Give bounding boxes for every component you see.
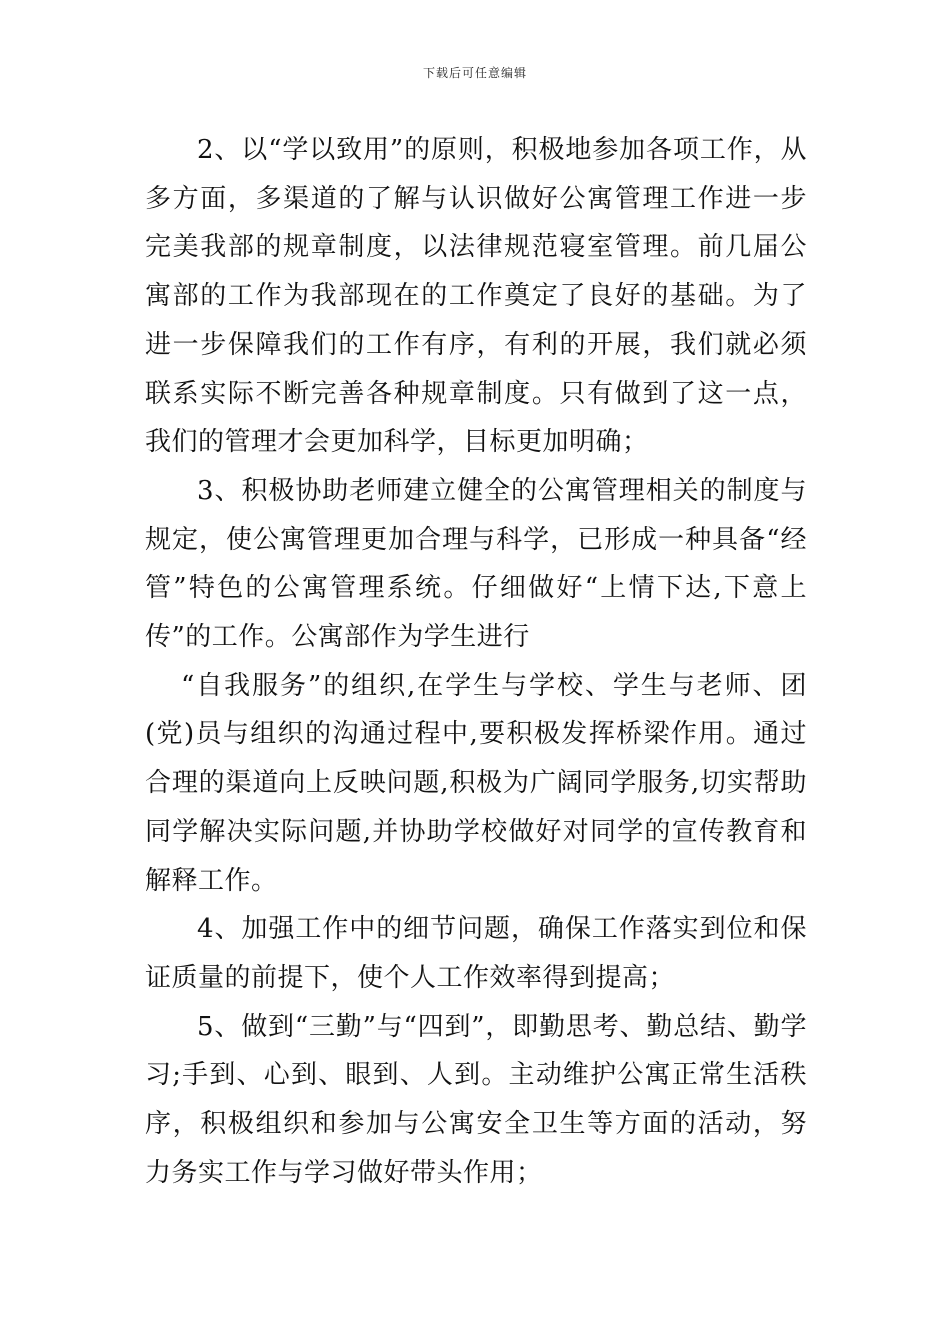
- page-header-note: 下载后可任意编辑: [422, 66, 527, 80]
- document-body: [145, 126, 807, 1197]
- paragraph-item-3: 3、积极协助老师建立健全的公寓管理相关的制度与规定，使公寓管理更加合理与科学，已形成一种具备“经管”特色的公寓管理系统。仔细做好“上情下达,下意上传”的工作。公寓部作为学生进行: [145, 475, 807, 653]
- paragraph-item-4: 4、加强工作中的细节问题，确保工作落实到位和保证质量的前提下，使个人工作效率得到提高；: [145, 914, 807, 993]
- paragraph-item-5: 5、做到“三勤”与“四到”，即勤思考、勤总结、勤学习;手到、心到、眼到、人到。主动维护公寓正常生活秩序，积极组织和参加与公寓安全卫生等方面的活动，努力务实工作与学习做好带头作用；: [145, 1011, 807, 1188]
- paragraph-continuation: “自我服务”的组织,在学生与学校、学生与老师、团(党)员与组织的沟通过程中,要积极发挥桥梁作用。通过合理的渠道向上反映问题,积极为广阔同学服务,切实帮助同学解决实际问题,并协助学校做好对同学的宣传教育和解释工作。: [145, 670, 807, 896]
- paragraph-item-2: 2、以“学以致用”的原则，积极地参加各项工作，从多方面，多渠道的了解与认识做好公寓管理工作进一步完美我部的规章制度，以法律规范寝室管理。前几届公寓部的工作为我部现在的工作奠定了良好的基础。为了进一步保障我们的工作有序，有利的开展，我们就必须联系实际不断完善各种规章制度。只有做到了这一点，我们的管理才会更加科学，目标更加明确；: [145, 135, 807, 458]
